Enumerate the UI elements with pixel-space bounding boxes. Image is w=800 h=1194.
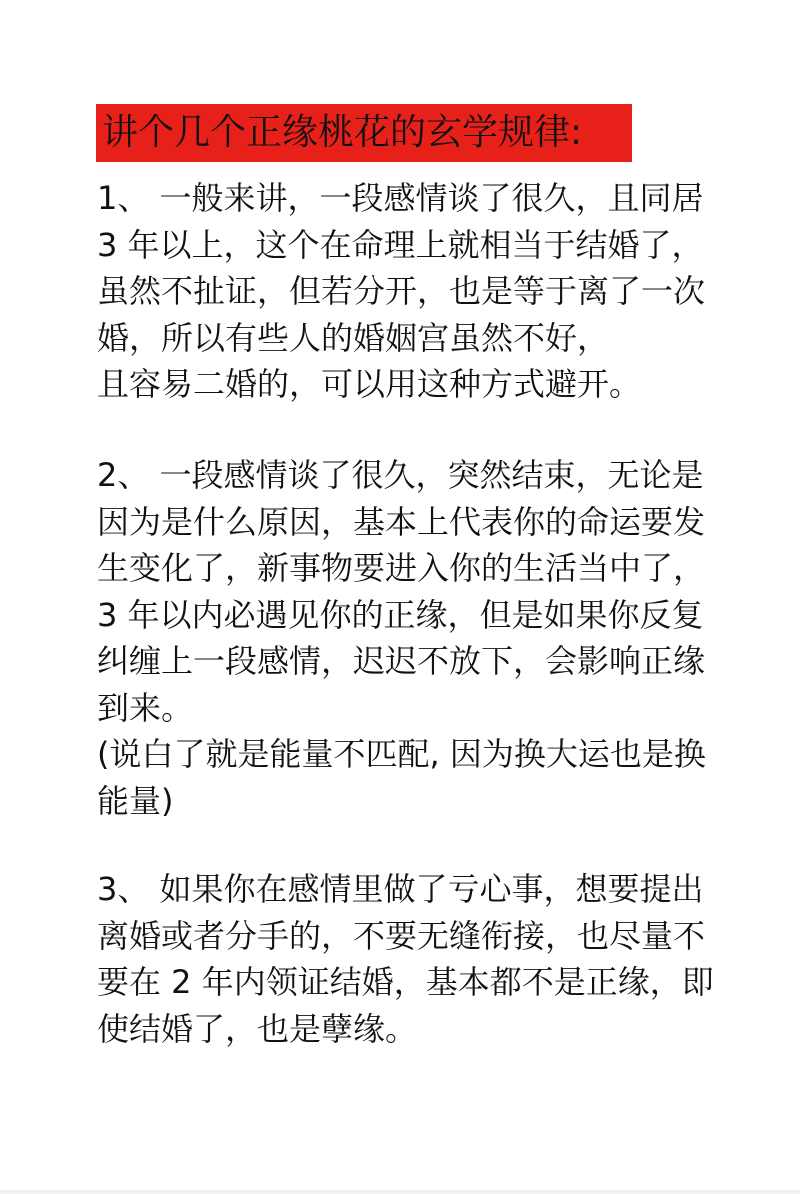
title-highlight: [96, 104, 632, 162]
paragraph-line: 婚，所以有些人的婚姻宫虽然不好，: [97, 318, 610, 357]
paragraph-2: [97, 452, 717, 824]
paragraph-line: 3、 如果你在感情里做了亏心事，想要提出: [97, 870, 704, 908]
paragraph-line: 3 年以上，这个在命理上就相当于结婚了，: [97, 225, 704, 264]
paragraph-line: 能量): [97, 781, 174, 820]
paragraph-line: 使结婚了，也是孽缘。: [97, 1009, 418, 1048]
paragraph-3: [97, 866, 717, 1052]
paragraph-line: 纠缠上一段感情，迟迟不放下，会影响正缘: [97, 642, 706, 680]
paragraph-1: [97, 175, 717, 408]
paragraph-line: 离婚或者分手的，不要无缝衔接，也尽量不: [97, 916, 706, 955]
paragraph-line: 生变化了，新事物要进入你的生活当中了，: [97, 549, 706, 587]
paragraph-line: 到来。: [97, 688, 194, 727]
page-title: 讲个几个正缘桃花的玄学规律:: [102, 112, 583, 153]
paragraph-line: 因为是什么原因，基本上代表你的命运要发: [97, 502, 706, 541]
paragraph-line: 要在 2 年内领证结婚，基本都不是正缘，即: [97, 963, 714, 1001]
bottom-divider: [0, 1190, 800, 1194]
paragraph-line: 2、 一段感情谈了很久，突然结束，无论是: [97, 456, 704, 494]
paragraph-line: 虽然不扯证，但若分开，也是等于离了一次: [97, 272, 706, 310]
paragraph-line: 且容易二婚的，可以用这种方式避开。: [97, 365, 642, 403]
paragraph-line: (说白了就是能量不匹配, 因为换大运也是换: [97, 735, 706, 773]
paragraph-line: 1、 一般来讲，一段感情谈了很久，且同居: [97, 179, 704, 217]
paragraph-line: 3 年以内必遇见你的正缘，但是如果你反复: [97, 595, 704, 634]
